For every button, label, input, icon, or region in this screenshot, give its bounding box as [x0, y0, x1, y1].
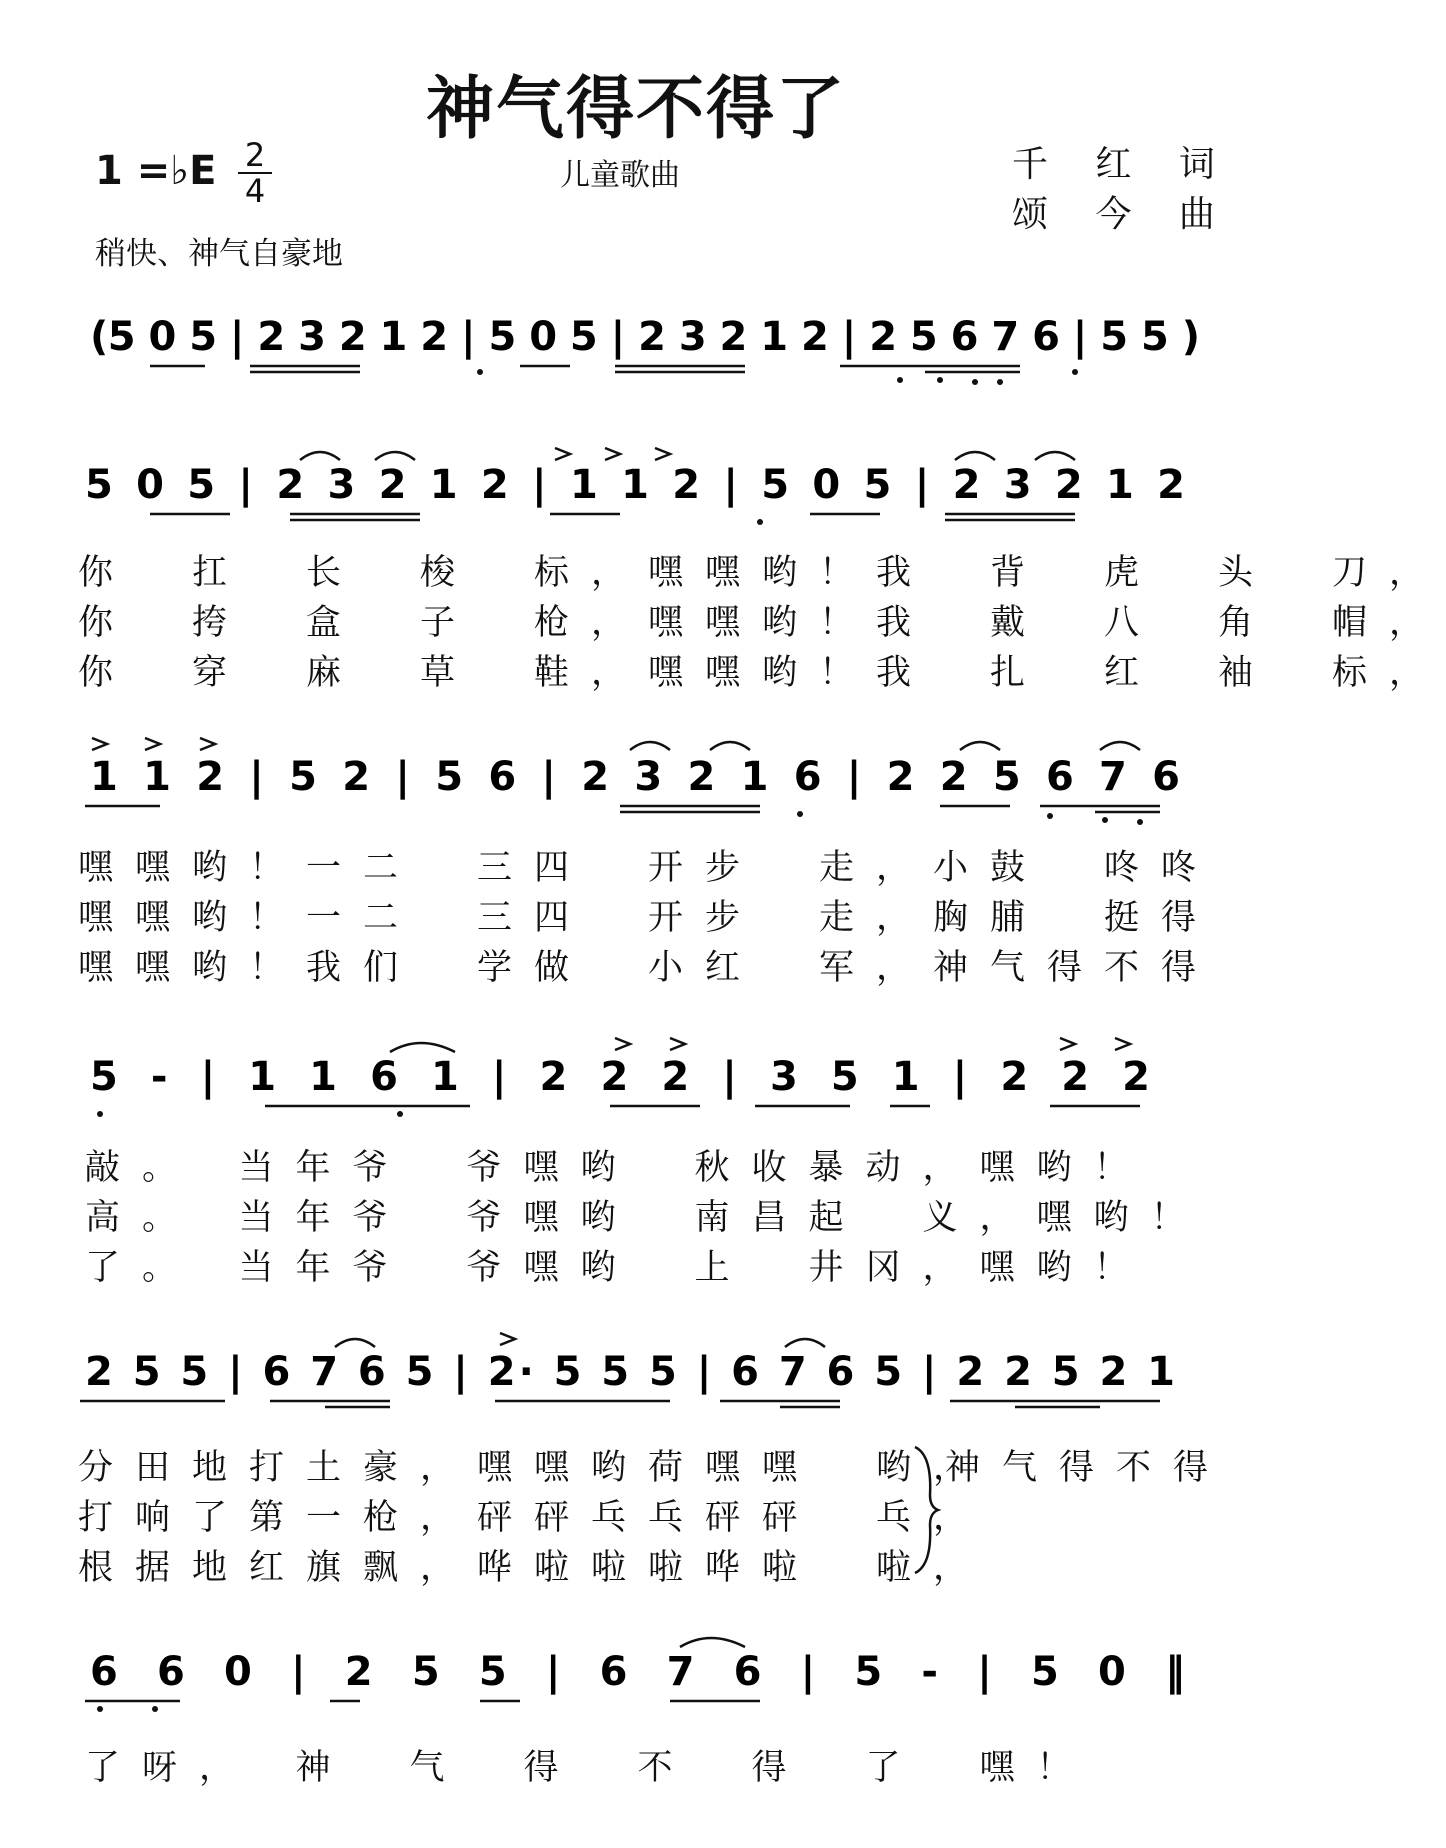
- octave-dots: [97, 1111, 403, 1117]
- lyric-3-3: 嘿嘿哟！我们 学做 小红 军，神气得不得: [78, 948, 1219, 988]
- underlines: [150, 366, 1020, 372]
- lyric-5-2: 打响了第一枪，砰砰乓乓砰砰 乓，: [78, 1498, 991, 1538]
- lyric-5-1: 分田地打土豪，嘿嘿哟荷嘿嘿 哟，: [78, 1448, 991, 1488]
- score-system-6: [0, 1625, 1272, 1725]
- time-signature-top: 2: [244, 136, 266, 174]
- score-system-2: [0, 440, 1272, 530]
- genre-label: 儿童歌曲: [560, 158, 680, 193]
- underlines: [150, 514, 1075, 520]
- lyric-brace: [910, 1445, 940, 1575]
- key-signature: 1 =♭E: [95, 148, 217, 194]
- refrain-lyric: 神气得不得: [945, 1448, 1231, 1488]
- notes-line-3: 1 1 2 | 5 2 | 5 6 | 2 3 2 1 6 | 2 2 5 6 7 6: [90, 754, 1180, 800]
- notes-line-1: (5 0 5 | 2 3 2 1 2 | 5 0 5 | 2 3 2 1 2 | 2 5 6 7 6 | 5 5 ): [90, 314, 1200, 360]
- underlines: [80, 1401, 1160, 1407]
- lyric-4-1: 敲。 当年爷 爷嘿哟 秋收暴动，嘿哟！: [85, 1148, 1151, 1188]
- composer-credit: 颂 今 曲: [1012, 194, 1233, 235]
- octave-dots: [797, 811, 1143, 825]
- lyric-5-3: 根据地红旗飘，哗啦啦啦哗啦 啦，: [78, 1548, 991, 1588]
- score-system-1: [0, 300, 1272, 390]
- lyric-4-3: 了。 当年爷 爷嘿哟 上 井冈，嘿哟！: [85, 1248, 1151, 1288]
- slurs-and-accents: [335, 1333, 825, 1347]
- time-signature: [238, 138, 272, 208]
- score-system-3: [0, 730, 1272, 830]
- slurs-and-accents: [92, 738, 1140, 750]
- song-title: 神气得不得了: [425, 70, 846, 149]
- notes-line-2: 5 0 5 | 2 3 2 1 2 | 1 1 2 | 5 0 5 | 2 3 2 1 2: [85, 462, 1185, 508]
- notes-line-4: 5 - | 1 1 6 1 | 2 2 2 | 3 5 1 | 2 2 2: [90, 1054, 1150, 1100]
- tempo-marking: 稍快、神气自豪地: [95, 236, 343, 272]
- time-signature-bottom: 4: [238, 172, 272, 208]
- slurs-and-accents: [390, 1038, 1130, 1052]
- score-system-5: [0, 1325, 1272, 1425]
- slurs-and-accents: [300, 448, 1075, 460]
- lyric-4-2: 高。 当年爷 爷嘿哟 南昌起 义，嘿哟！: [85, 1198, 1208, 1238]
- lyric-6-1: 了呀， 神 气 得 不 得 了 嘿！: [85, 1748, 1094, 1788]
- lyric-3-1: 嘿嘿哟！一二 三四 开步 走，小鼓 咚咚: [78, 848, 1219, 888]
- score-system-4: [0, 1030, 1272, 1130]
- lyricist-credit: 千 红 词: [1012, 144, 1233, 185]
- lyric-2-1: 你 扛 长 梭 标，嘿嘿哟！我 背 虎 头 刀，: [78, 553, 1446, 593]
- lyric-3-2: 嘿嘿哟！一二 三四 开步 走，胸脯 挺得: [78, 898, 1219, 938]
- lyric-2-3: 你 穿 麻 草 鞋，嘿嘿哟！我 扎 红 袖 标，: [78, 653, 1446, 693]
- slurs: [680, 1638, 745, 1647]
- underlines: [85, 806, 1160, 812]
- lyric-2-2: 你 挎 盒 子 枪，嘿嘿哟！我 戴 八 角 帽，: [78, 603, 1446, 643]
- octave-dots: [97, 1706, 158, 1712]
- notes-line-6: 6 6 0 | 2 5 5 | 6 7 6 | 5 - | 5 0 ‖: [90, 1649, 1186, 1695]
- octave-dot: [757, 519, 763, 525]
- notes-line-5: 2 5 5 | 6 7 6 5 | 2· 5 5 5 | 6 7 6 5 | 2 2 5 2 1: [85, 1349, 1175, 1395]
